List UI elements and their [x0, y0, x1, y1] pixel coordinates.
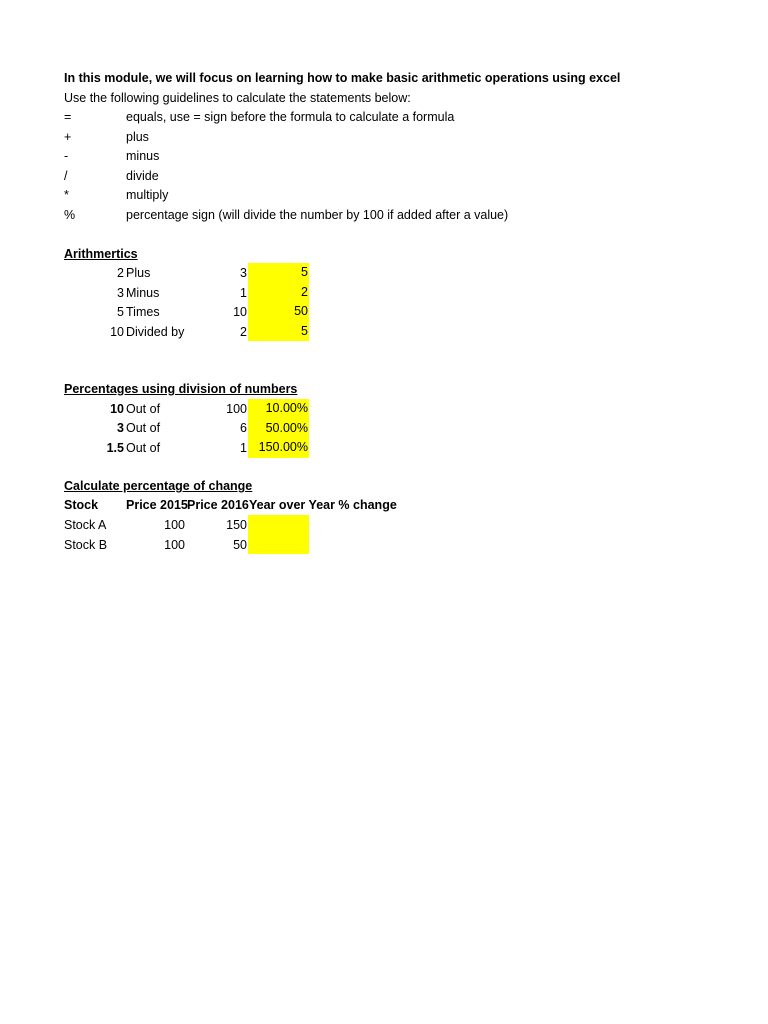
- operand-b: 10: [233, 305, 247, 319]
- change-heading: Calculate percentage of change: [64, 479, 253, 493]
- price-2015: 100: [164, 518, 185, 532]
- operator-label: Minus: [126, 286, 160, 300]
- guideline-symbol: =: [64, 110, 72, 124]
- operand-b: 3: [240, 266, 247, 280]
- column-header-yoy-change: Year over Year % change: [249, 498, 397, 512]
- operator-label: Plus: [126, 266, 151, 280]
- denominator: 6: [240, 421, 247, 435]
- guideline-text: multiply: [126, 188, 169, 202]
- operand-b: 1: [240, 286, 247, 300]
- operand-a: 3: [117, 286, 124, 300]
- percent-result-cell[interactable]: 10.00%: [248, 399, 309, 419]
- operand-a: 2: [117, 266, 124, 280]
- module-title: In this module, we will focus on learning how to make basic arithmetic operations using excel: [64, 71, 621, 85]
- numerator: 10: [110, 402, 124, 416]
- guideline-text: percentage sign (will divide the number by 100 if added after a value): [126, 208, 509, 222]
- out-of-label: Out of: [126, 421, 161, 435]
- price-2016: 150: [226, 518, 247, 532]
- guideline-symbol: /: [64, 169, 68, 183]
- result-cell[interactable]: 5: [248, 322, 309, 342]
- yoy-change-input-cell[interactable]: [248, 535, 309, 555]
- price-2016: 50: [233, 538, 247, 552]
- percent-result-cell[interactable]: 150.00%: [248, 438, 309, 458]
- stock-name: Stock A: [64, 518, 107, 532]
- percent-result-cell[interactable]: 50.00%: [248, 419, 309, 439]
- result-cell[interactable]: 50: [248, 302, 309, 322]
- operand-b: 2: [240, 325, 247, 339]
- operand-a: 5: [117, 305, 124, 319]
- price-2015: 100: [164, 538, 185, 552]
- guideline-text: divide: [126, 169, 159, 183]
- column-header-stock: Stock: [64, 498, 99, 512]
- out-of-label: Out of: [126, 402, 161, 416]
- result-cell[interactable]: 5: [248, 263, 309, 283]
- result-cell[interactable]: 2: [248, 283, 309, 303]
- guideline-symbol: *: [64, 188, 69, 202]
- out-of-label: Out of: [126, 441, 161, 455]
- operator-label: Divided by: [126, 325, 185, 339]
- percentages-heading: Percentages using division of numbers: [64, 382, 298, 396]
- column-header-price-2015: Price 2015: [126, 498, 188, 512]
- guideline-text: minus: [126, 149, 160, 163]
- yoy-change-input-cell[interactable]: [248, 515, 309, 535]
- numerator: 1.5: [106, 441, 124, 455]
- column-header-price-2016: Price 2016: [187, 498, 249, 512]
- numerator: 3: [117, 421, 124, 435]
- denominator: 100: [226, 402, 247, 416]
- guideline-symbol: %: [64, 208, 76, 222]
- guideline-text: plus: [126, 130, 149, 144]
- denominator: 1: [240, 441, 247, 455]
- guideline-symbol: -: [64, 149, 69, 163]
- stock-name: Stock B: [64, 538, 108, 552]
- operand-a: 10: [110, 325, 124, 339]
- guideline-text: equals, use = sign before the formula to calculate a formula: [126, 110, 455, 124]
- arithmetic-heading: Arithmertics: [64, 247, 138, 261]
- guidelines-intro: Use the following guidelines to calculate the statements below:: [64, 91, 411, 105]
- operator-label: Times: [126, 305, 160, 319]
- guideline-symbol: +: [64, 130, 72, 144]
